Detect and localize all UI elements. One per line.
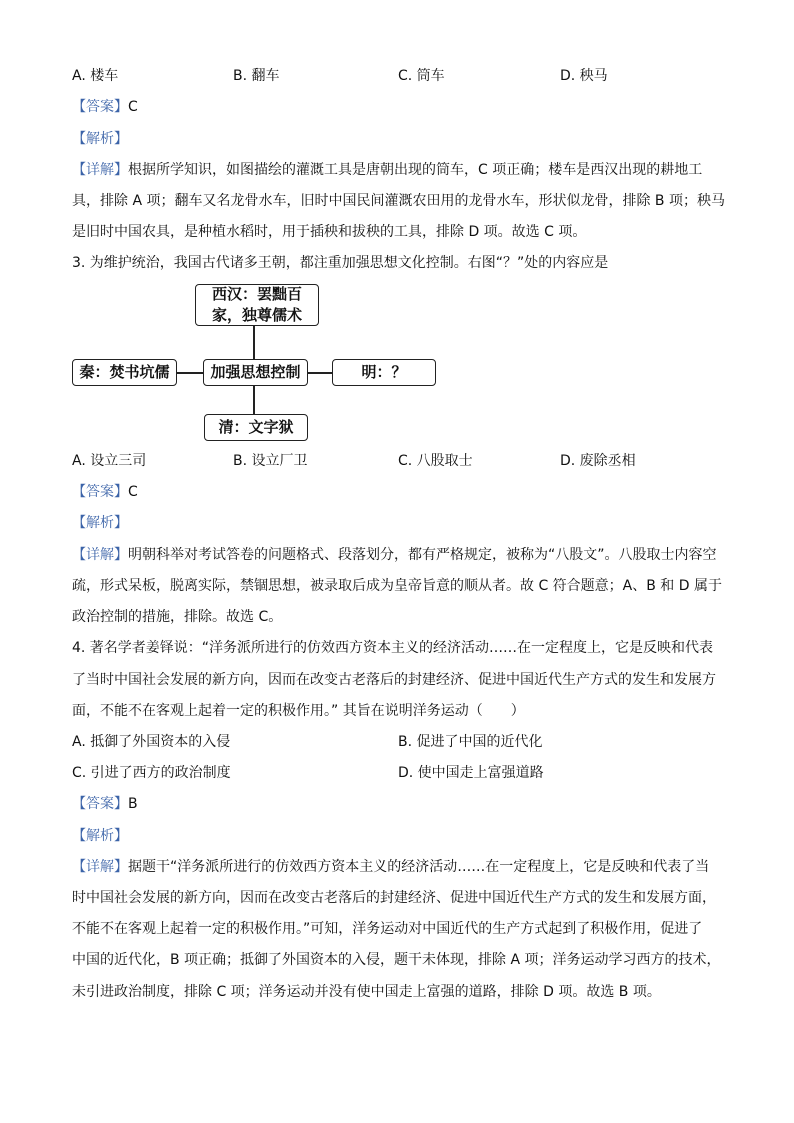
q4-stem-line-3: 面，不能不在客观上起着一定的积极作用。” 其旨在说明洋务运动（ ） (72, 703, 525, 719)
diagram-box-west-han: 西汉：罢黜百 家，独尊儒术 (195, 284, 319, 326)
q3-option-b: B. 设立厂卫 (233, 453, 308, 469)
diagram-box-ming: 明：？ (332, 359, 436, 386)
q2-detail-line-3: 是旧时中国农具，是种植水稻时，用于插秧和拔秧的工具，排除 D 项。故选 C 项。 (72, 224, 587, 240)
q3-option-c: C. 八股取士 (398, 453, 473, 469)
q3-stem: 3. 为维护统治，我国古代诸多王朝，都注重加强思想文化控制。右图“？”处的内容应是 (72, 255, 609, 271)
connector-right (307, 372, 333, 374)
q3-detail-line-3: 政治控制的措施，排除。故选 C。 (72, 609, 283, 625)
q3-option-d: D. 废除丞相 (560, 453, 636, 469)
q4-option-a: A. 抵御了外国资本的入侵 (72, 734, 231, 750)
q3-detail-line-1: 【详解】明朝科举对考试答卷的问题格式、段落划分，都有严格规定，被称为“八股文”。八股取士内容空 (72, 547, 717, 563)
diagram-box-center: 加强思想控制 (203, 359, 308, 386)
q4-detail-line-2: 时中国社会发展的新方向，因而在改变古老落后的封建经济、促进中国近代生产方式的发生和发展方面， (72, 890, 716, 906)
q4-detail-line-3: 不能不在客观上起着一定的积极作用。”可知，洋务运动对中国近代的生产方式起到了积极作用，促进了 (72, 921, 703, 937)
q3-detail-line-2: 疏，形式呆板，脱离实际，禁锢思想，被录取后成为皇帝旨意的顺从者。故 C 符合题意；A、B 和 D 属于 (72, 578, 722, 594)
q3-option-a: A. 设立三司 (72, 453, 147, 469)
q3-analysis-tag: 【解析】 (72, 515, 128, 531)
q4-stem-line-2: 了当时中国社会发展的新方向，因而在改变古老落后的封建经济、促进中国近代生产方式的发生和发展方 (72, 672, 716, 688)
answer-tag: 【答案】 (72, 484, 128, 500)
q4-stem-line-1: 4. 著名学者姜铎说：“洋务派所进行的仿效西方资本主义的经济活动……在一定程度上，它是反映和代表 (72, 640, 714, 656)
connector-left (176, 372, 204, 374)
q2-detail-line-2: 具，排除 A 项；翻车又名龙骨水车，旧时中国民间灌溉农田用的龙骨水车，形状似龙骨，排除 B 项；秧马 (72, 193, 725, 209)
answer-value: B (128, 796, 138, 812)
q2-analysis-tag: 【解析】 (72, 131, 128, 147)
q2-option-d: D. 秧马 (560, 68, 608, 84)
q4-option-b: B. 促进了中国的近代化 (398, 734, 543, 750)
q2-answer-line (72, 97, 138, 117)
answer-value: C (128, 99, 138, 115)
q4-detail-line-5: 未引进政治制度，排除 C 项；洋务运动并没有使中国走上富强的道路，排除 D 项。故选 B 项。 (72, 984, 661, 1000)
q2-option-b: B. 翻车 (233, 68, 280, 84)
diagram-box-qin: 秦：焚书坑儒 (72, 359, 177, 386)
q2-detail-line-1: 【详解】根据所学知识，如图描绘的灌溉工具是唐朝出现的筒车，C 项正确；楼车是西汉出现的耕地工 (72, 162, 703, 178)
q2-option-a: A. 楼车 (72, 68, 119, 84)
answer-tag: 【答案】 (72, 99, 128, 115)
q4-detail-line-4: 中国的近代化，B 项正确；抵御了外国资本的入侵，题干未体现，排除 A 项；洋务运动学习西方的技术， (72, 952, 721, 968)
diagram-box-qing: 清：文字狱 (204, 414, 308, 441)
connector-bottom (253, 383, 255, 415)
q4-detail-line-1: 【详解】据题干“洋务派所进行的仿效西方资本主义的经济活动……在一定程度上，它是反映和代表了当 (72, 859, 710, 875)
q4-option-c: C. 引进了西方的政治制度 (72, 765, 231, 781)
q4-option-d: D. 使中国走上富强道路 (398, 765, 544, 781)
q4-answer-line (72, 794, 138, 814)
connector-top (253, 324, 255, 360)
q2-option-c: C. 筒车 (398, 68, 445, 84)
answer-value: C (128, 484, 138, 500)
q4-analysis-tag: 【解析】 (72, 828, 128, 844)
answer-tag: 【答案】 (72, 796, 128, 812)
q3-answer-line (72, 482, 138, 502)
